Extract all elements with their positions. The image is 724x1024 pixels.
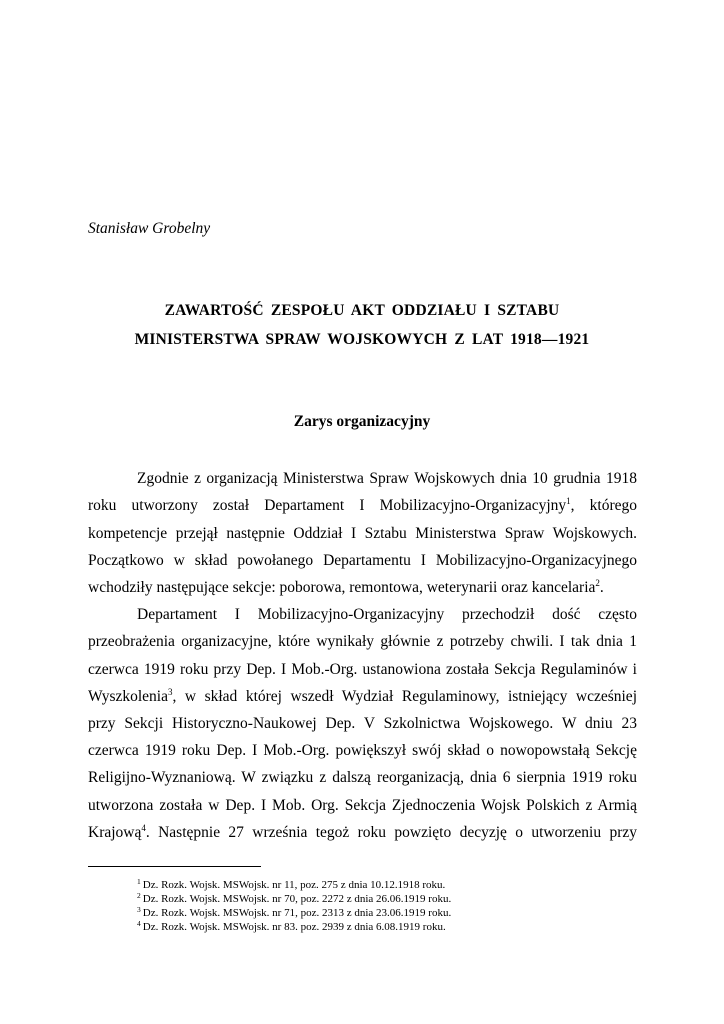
body-line: Departament I Mobilizacyjno-Organizacyjny przechodził dość często [137, 606, 637, 623]
footnote-number: 1 [137, 877, 141, 886]
body-line: kompetencje przejął następnie Oddział I Sztabu Ministerstwa Spraw Wojskowych. [88, 525, 637, 542]
body-line: wchodziły następujące sekcje: poborowa, remontowa, weterynarii oraz kancelaria$^2$. [88, 578, 604, 596]
footnote-ref: 2 [595, 578, 600, 588]
footnote-number: 4 [137, 919, 141, 928]
body-line: czerwca 1919 roku przy Dep. I Mob.-Org. ustanowiona została Sekcja Regulaminów i [88, 661, 637, 678]
footnote-number: 3 [137, 905, 141, 914]
footnote-ref: 4 [141, 823, 146, 833]
footnote-number: 2 [137, 891, 141, 900]
author-name: Stanisław Grobelny [88, 220, 211, 237]
document-title-line-2: MINISTERSTWA SPRAW WOJSKOWYCH Z LAT 1918—1921 [134, 331, 590, 348]
body-line: utworzona została w Dep. I Mob. Org. Sekcja Zjednoczenia Wojsk Polskich z Armią [88, 797, 637, 814]
body-line: roku utworzony został Departament I Mobilizacyjno-Organizacyjny$^1$, którego [88, 496, 637, 514]
body-line: czerwca 1919 roku Dep. I Mob.-Org. powiększył swój skład o nowopowstałą Sekcję [88, 742, 637, 759]
body-line: Krajową$^4$. Następnie 27 września tegoż roku powzięto decyzję o utworzeniu przy [88, 823, 637, 841]
footnote: $^1$ Dz. Rozk. Wojsk. MSWojsk. nr 11, poz. 275 z dnia 10.12.1918 roku. [137, 877, 446, 891]
footnote-ref: 3 [167, 687, 173, 697]
footnote: $^2$ Dz. Rozk. Wojsk. MSWojsk. nr 70, poz. 2272 z dnia 26.06.1919 roku. [137, 891, 452, 905]
body-line: Początkowo w skład powołanego Departamentu I Mobilizacyjno-Organizacyjnego [88, 552, 637, 569]
footnote-ref: 1 [566, 496, 571, 506]
body-line: Religijno-Wyznaniową. W związku z dalszą reorganizacją, dnia 6 sierpnia 1919 roku [88, 769, 637, 786]
body-line: Wyszkolenia$^3$, w skład której wszedł Wydział Regulaminowy, istniejący wcześniej [88, 687, 637, 705]
body-line: Zgodnie z organizacją Ministerstwa Spraw Wojskowych dnia 10 grudnia 1918 [137, 470, 637, 487]
footnote-separator [88, 866, 261, 867]
body-line: przy Sekcji Historyczno-Naukowej Dep. V Szkolnictwa Wojskowego. W dniu 23 [88, 715, 637, 732]
footnote: $^3$ Dz. Rozk. Wojsk. MSWojsk. nr 71, poz. 2313 z dnia 23.06.1919 roku. [137, 905, 452, 919]
footnote: $^4$ Dz. Rozk. Wojsk. MSWojsk. nr 83. poz. 2939 z dnia 6.08.1919 roku. [137, 919, 446, 933]
body-line: przeobrażenia organizacyjne, które wynikały głównie z potrzeby chwili. I tak dnia 1 [88, 633, 637, 650]
document-title-line-1: ZAWARTOŚĆ ZESPOŁU AKT ODDZIAŁU I SZTABU [164, 302, 560, 319]
section-heading: Zarys organizacyjny [293, 413, 431, 430]
